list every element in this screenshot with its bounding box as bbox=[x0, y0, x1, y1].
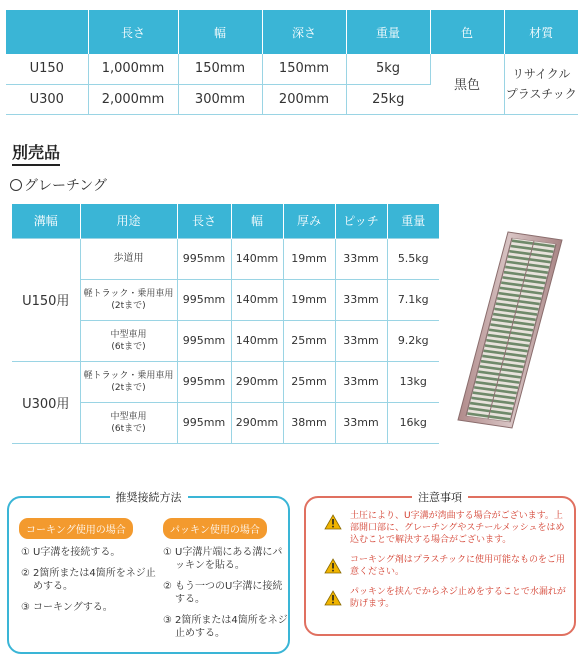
list-item bbox=[324, 554, 569, 578]
grating-header-cell: 溝幅 bbox=[12, 204, 80, 238]
table-row bbox=[12, 361, 439, 402]
spec-cell-depth: 200mm bbox=[262, 84, 346, 114]
list-item bbox=[324, 586, 569, 610]
step-number: ① bbox=[163, 547, 172, 558]
warning-icon bbox=[324, 558, 342, 574]
caulking-steps bbox=[21, 546, 156, 622]
grating-length: 995mm bbox=[177, 238, 231, 279]
grating-weight: 5.5kg bbox=[387, 238, 439, 279]
warning-icon bbox=[324, 590, 342, 606]
step-text: もう一つのU字溝に接続する。 bbox=[175, 581, 283, 605]
spec-header-cell: 深さ bbox=[262, 10, 346, 54]
spec-header-cell bbox=[6, 10, 88, 54]
grating-header-row bbox=[12, 204, 439, 238]
usage-line: 軽トラック・乗用車用 bbox=[83, 370, 174, 381]
note-text: コーキング剤はプラスチックに使用可能なものをご用意ください。 bbox=[350, 555, 566, 577]
note-text: 土圧により、U字溝が湾曲する場合がございます。上部開口部に、グレーチングやスチールメッシュをはめ込むことで解決する場合がございます。 bbox=[350, 511, 565, 545]
grating-width: 290mm bbox=[231, 402, 283, 443]
list-item bbox=[21, 546, 156, 559]
grating-pitch: 33mm bbox=[335, 279, 387, 320]
usage-line: 中型車用 bbox=[110, 329, 147, 340]
usage-line: (2tまで) bbox=[111, 300, 146, 311]
grating-weight: 7.1kg bbox=[387, 279, 439, 320]
material-line: プラスチック bbox=[505, 86, 577, 101]
step-text: コーキングする。 bbox=[33, 602, 113, 613]
spec-header-cell: 色 bbox=[430, 10, 504, 54]
grating-usage bbox=[80, 320, 177, 361]
spec-header-cell: 重量 bbox=[346, 10, 430, 54]
grating-thickness: 19mm bbox=[283, 238, 335, 279]
grating-header-cell: ピッチ bbox=[335, 204, 387, 238]
spec-header-cell: 幅 bbox=[178, 10, 262, 54]
spec-cell-length: 1,000mm bbox=[88, 54, 178, 84]
usage-line: 歩道用 bbox=[113, 252, 144, 264]
grating-group-u150: U150用 bbox=[12, 238, 80, 361]
spec-table bbox=[6, 10, 578, 115]
usage-line: 軽トラック・乗用車用 bbox=[83, 288, 174, 299]
sub-title-text: グレーチング bbox=[24, 178, 108, 194]
step-text: 2箇所または4箇所をネジ止めする。 bbox=[33, 568, 156, 592]
step-text: U字溝片端にある溝にパッキンを貼る。 bbox=[175, 547, 283, 571]
grating-width: 140mm bbox=[231, 238, 283, 279]
warning-icon bbox=[324, 514, 342, 530]
grating-length: 995mm bbox=[177, 361, 231, 402]
grating-weight: 16kg bbox=[387, 402, 439, 443]
grating-usage bbox=[80, 238, 177, 279]
sub-title bbox=[10, 175, 107, 195]
section-title: 別売品 bbox=[12, 140, 60, 166]
grating-width: 290mm bbox=[231, 361, 283, 402]
grating-usage bbox=[80, 361, 177, 402]
usage-line: (2tまで) bbox=[111, 382, 146, 393]
list-item bbox=[21, 601, 156, 614]
spec-header-cell: 長さ bbox=[88, 10, 178, 54]
grating-group-u300: U300用 bbox=[12, 361, 80, 443]
material-line: リサイクル bbox=[512, 66, 571, 81]
grating-header-cell: 用途 bbox=[80, 204, 177, 238]
list-item bbox=[324, 510, 569, 546]
usage-line: (6tまで) bbox=[111, 341, 146, 352]
grating-table bbox=[12, 204, 439, 444]
grating-thickness: 38mm bbox=[283, 402, 335, 443]
list-item bbox=[163, 546, 288, 572]
spec-cell-weight: 25kg bbox=[346, 84, 430, 114]
spec-cell-color: 黒色 bbox=[430, 54, 504, 114]
notes-list bbox=[324, 510, 569, 618]
step-number: ② bbox=[21, 568, 30, 579]
grating-thickness: 25mm bbox=[283, 320, 335, 361]
grating-header-cell: 幅 bbox=[231, 204, 283, 238]
step-text: U字溝を接続する。 bbox=[33, 547, 121, 558]
notes-box bbox=[304, 491, 576, 636]
grating-length: 995mm bbox=[177, 279, 231, 320]
grating-pitch: 33mm bbox=[335, 361, 387, 402]
spec-cell-length: 2,000mm bbox=[88, 84, 178, 114]
spec-cell-depth: 150mm bbox=[262, 54, 346, 84]
spec-cell-width: 300mm bbox=[178, 84, 262, 114]
spec-cell-model: U300 bbox=[6, 84, 88, 114]
grating-thickness: 25mm bbox=[283, 361, 335, 402]
grating-weight: 13kg bbox=[387, 361, 439, 402]
spec-header-row bbox=[6, 10, 578, 54]
connection-title: 推奨接続方法 bbox=[110, 489, 188, 505]
spec-header-cell: 材質 bbox=[504, 10, 578, 54]
circle-icon bbox=[10, 179, 22, 191]
list-item bbox=[21, 567, 156, 593]
grating-width: 140mm bbox=[231, 320, 283, 361]
grating-product-image bbox=[450, 230, 570, 430]
list-item bbox=[163, 580, 288, 606]
grating-pitch: 33mm bbox=[335, 402, 387, 443]
grating-length: 995mm bbox=[177, 402, 231, 443]
spec-cell-model: U150 bbox=[6, 54, 88, 84]
grating-header-cell: 重量 bbox=[387, 204, 439, 238]
usage-line: 中型車用 bbox=[110, 411, 147, 422]
table-row bbox=[6, 54, 578, 84]
list-item bbox=[163, 614, 288, 640]
grating-weight: 9.2kg bbox=[387, 320, 439, 361]
step-number: ③ bbox=[163, 615, 172, 626]
step-number: ③ bbox=[21, 602, 30, 613]
step-number: ② bbox=[163, 581, 172, 592]
packing-tag: パッキン使用の場合 bbox=[163, 518, 267, 539]
notes-title: 注意事項 bbox=[412, 489, 468, 505]
caulking-tag: コーキング使用の場合 bbox=[19, 518, 133, 539]
grating-pitch: 33mm bbox=[335, 320, 387, 361]
grating-pitch: 33mm bbox=[335, 238, 387, 279]
step-text: 2箇所または4箇所をネジ止めする。 bbox=[175, 615, 288, 639]
step-number: ① bbox=[21, 547, 30, 558]
spec-cell-weight: 5kg bbox=[346, 54, 430, 84]
grating-length: 995mm bbox=[177, 320, 231, 361]
grating-header-cell: 厚み bbox=[283, 204, 335, 238]
grating-header-cell: 長さ bbox=[177, 204, 231, 238]
connection-method-box bbox=[7, 491, 290, 654]
note-text: パッキンを挟んでからネジ止めをすることで水漏れが防げます。 bbox=[350, 587, 566, 609]
spec-cell-width: 150mm bbox=[178, 54, 262, 84]
table-row bbox=[12, 238, 439, 279]
packing-steps bbox=[163, 546, 288, 648]
spec-cell-material bbox=[504, 54, 578, 114]
usage-line: (6tまで) bbox=[111, 423, 146, 434]
grating-thickness: 19mm bbox=[283, 279, 335, 320]
grating-usage bbox=[80, 402, 177, 443]
grating-usage bbox=[80, 279, 177, 320]
grating-width: 140mm bbox=[231, 279, 283, 320]
